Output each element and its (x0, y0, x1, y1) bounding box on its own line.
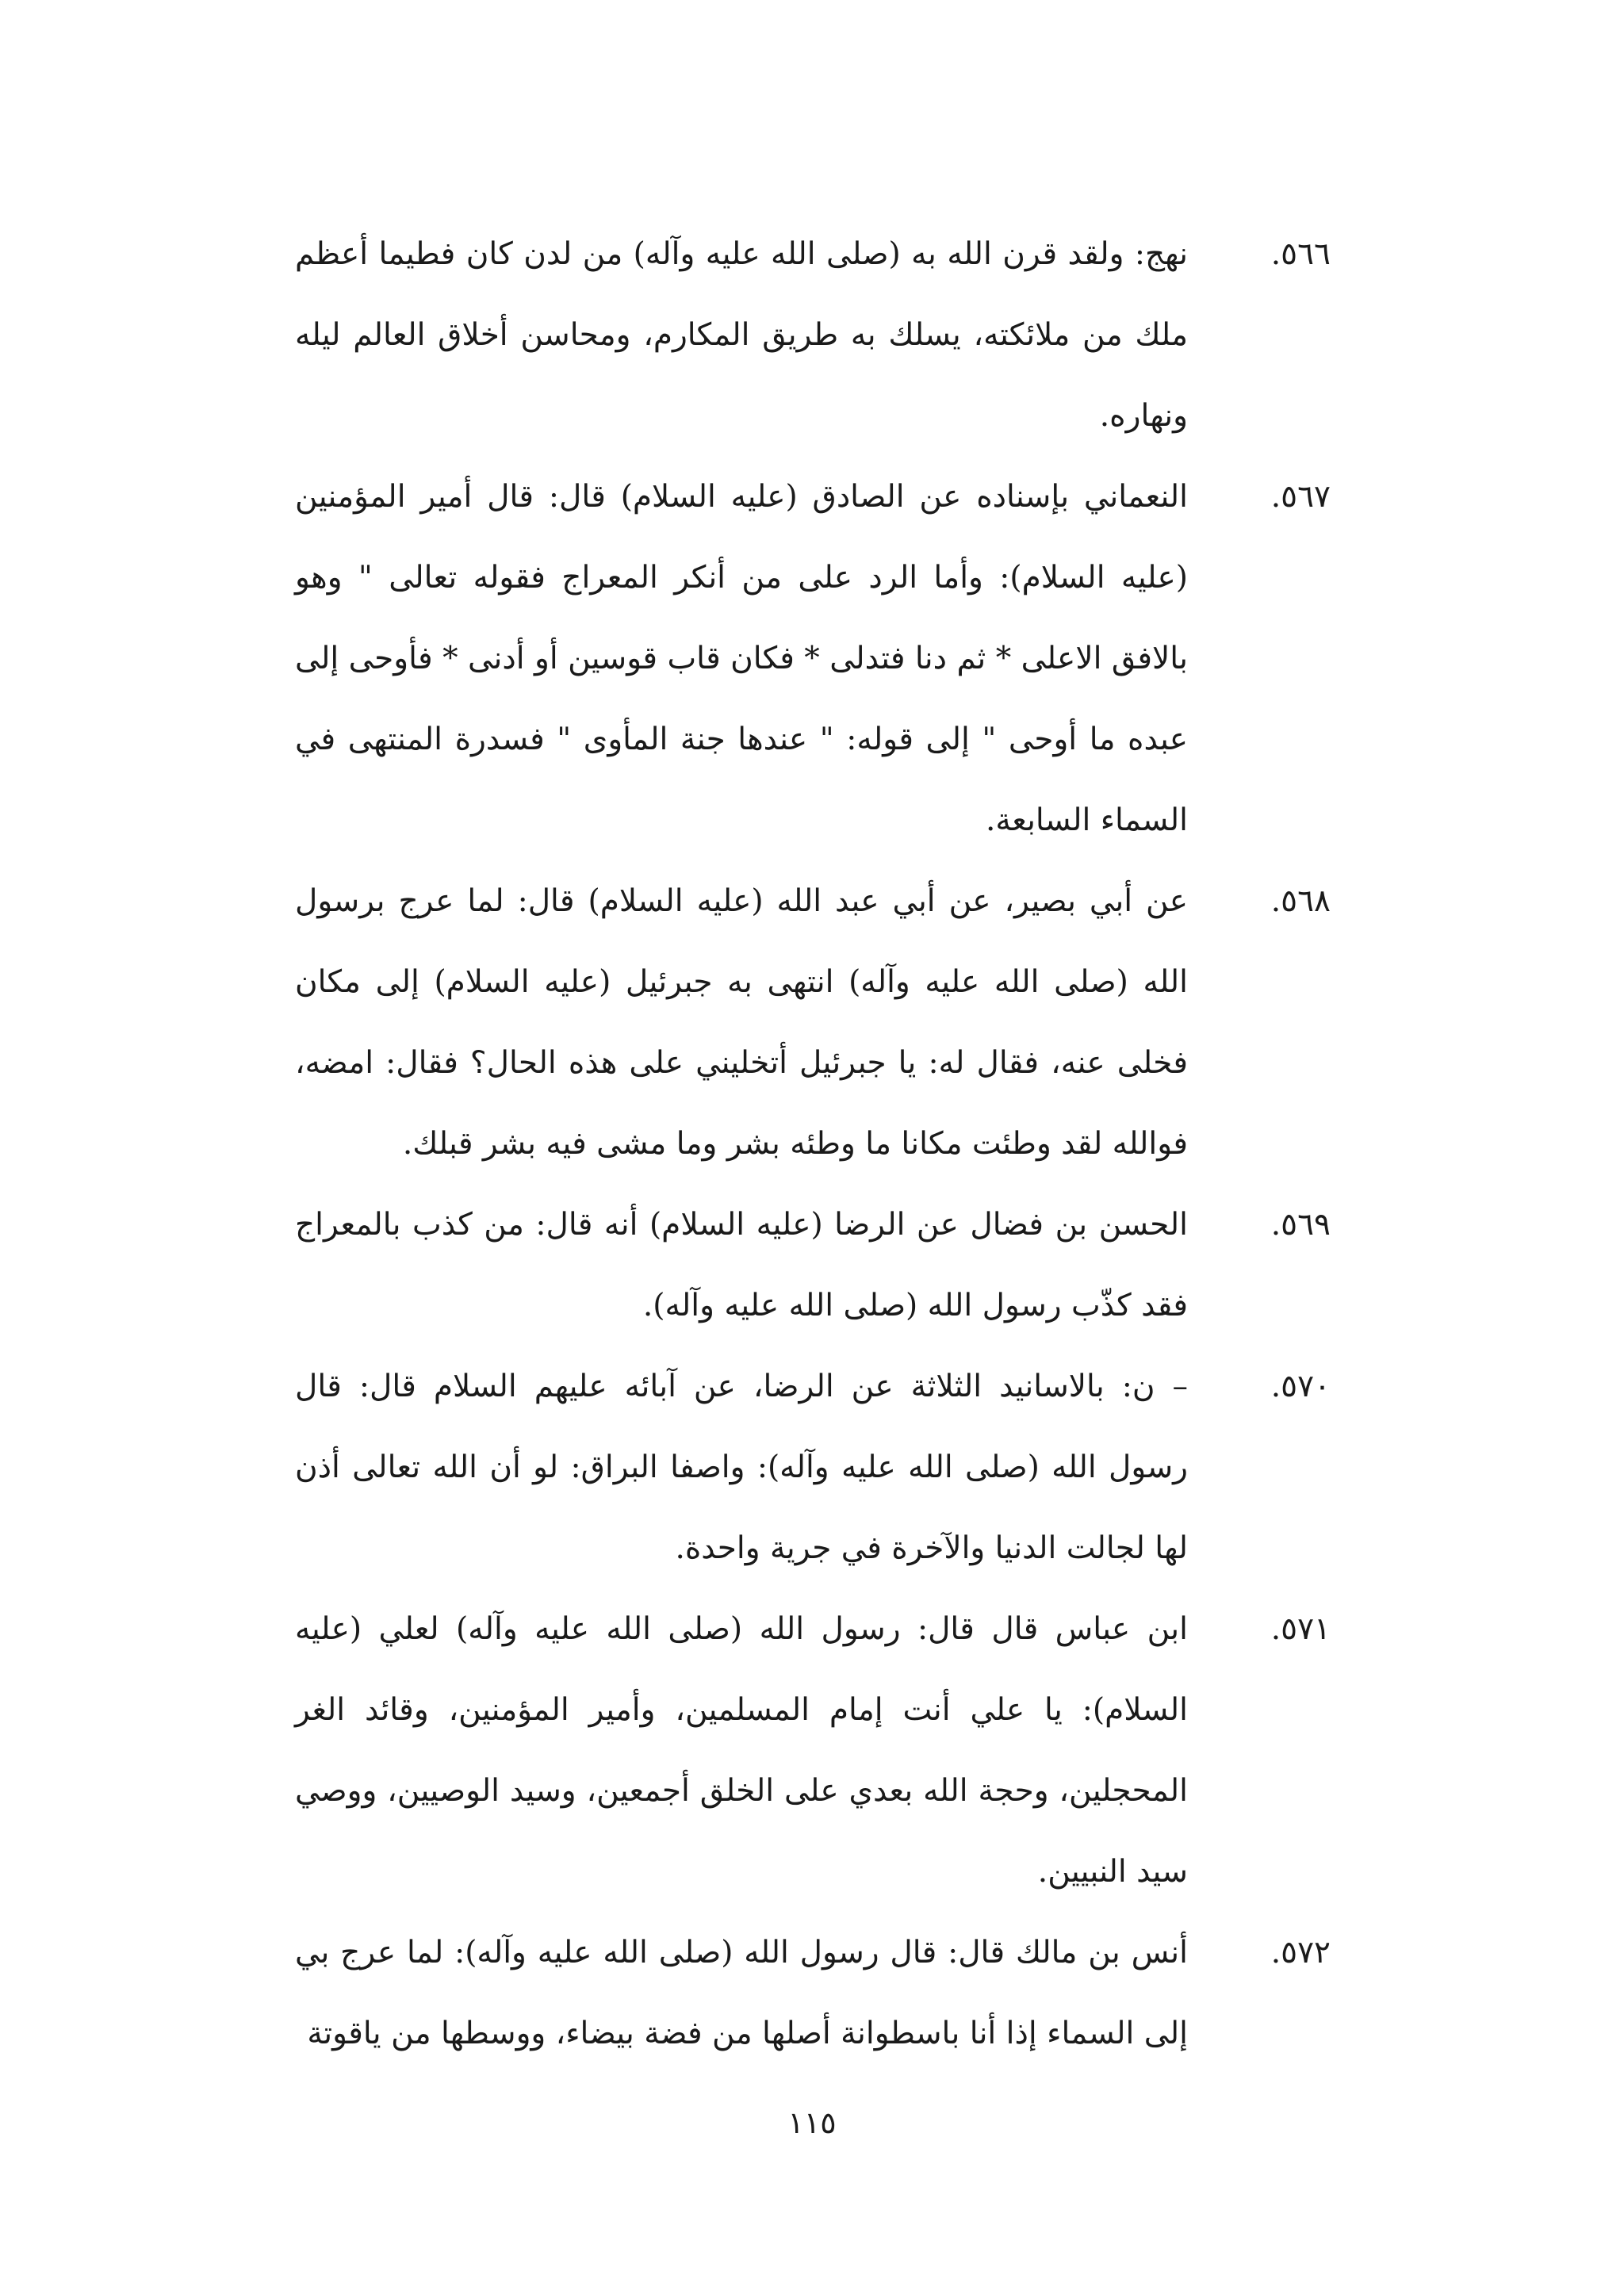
entry-number: ٥٧٢. (1270, 1935, 1331, 1970)
entry-number: ٥٦٧. (1270, 479, 1331, 515)
entry-text: نهج: ولقد قرن الله به (صلى الله عليه وآله) من لدن كان فطيما أعظم ملك من ملائكته، يسلك به طريق المكارم، ومحاسن أخلاق العالم ليله ونهاره. (295, 236, 1188, 434)
entry-571 (295, 1589, 1331, 1913)
entry-number: ٥٧٠. (1270, 1369, 1331, 1404)
entry-text: أنس بن مالك قال: قال رسول الله (صلى الله عليه وآله): لما عرج بي إلى السماء إذا أنا باسطوانة أصلها من فضة بيضاء، ووسطها من ياقوتة (295, 1935, 1188, 2051)
entry-570 (295, 1346, 1331, 1589)
entry-569 (295, 1185, 1331, 1346)
entry-572 (295, 1913, 1331, 2074)
entry-567 (295, 457, 1331, 861)
entry-text: ابن عباس قال قال: رسول الله (صلى الله عليه وآله) لعلي (عليه السلام): يا علي أنت إمام المسلمين، وأمير المؤمنين، وقائد الغر المحجلين، وحجة الله بعدي على الخلق أجمعين، وسيد الوصيين، ووصي سيد النبيين. (295, 1611, 1188, 1890)
entry-566 (295, 214, 1331, 457)
entry-text: النعماني بإسناده عن الصادق (عليه السلام) قال: قال أمير المؤمنين (عليه السلام): وأما الرد على من أنكر المعراج فقوله تعالى " وهو بالافق الاعلى * ثم دنا فتدلى * فكان قاب قوسين أو أدنى * فأوحى إلى عبده ما أوحى " إلى قوله: " عندها جنة المأوى " فسدرة المنتهى في السماء السابعة. (295, 479, 1188, 838)
page-body (295, 214, 1331, 2074)
entry-number: ٥٦٦. (1270, 236, 1331, 272)
entry-text: – ن: بالاسانيد الثلاثة عن الرضا، عن آبائه عليهم السلام قال: قال رسول الله (صلى الله عليه وآله): واصفا البراق: لو أن الله تعالى أذن لها لجالت الدنيا والآخرة في جرية واحدة. (295, 1369, 1188, 1566)
entry-number: ٥٦٩. (1270, 1207, 1331, 1243)
entry-text: عن أبي بصير، عن أبي عبد الله (عليه السلام) قال: لما عرج برسول الله (صلى الله عليه وآله) انتهى به جبرئيل (عليه السلام) إلى مكان فخلى عنه، فقال له: يا جبرئيل أتخليني على هذه الحال؟ فقال: امضه، فوالله لقد وطئت مكانا ما وطئه بشر وما مشى فيه بشر قبلك. (295, 883, 1188, 1162)
entry-text: الحسن بن فضال عن الرضا (عليه السلام) أنه قال: من كذب بالمعراج فقد كذّب رسول الله (صلى الله عليه وآله). (295, 1207, 1188, 1323)
page-number: ١١٥ (787, 2105, 837, 2140)
entry-568 (295, 861, 1331, 1185)
entry-number: ٥٧١. (1270, 1611, 1331, 1647)
entry-number: ٥٦٨. (1270, 883, 1331, 919)
